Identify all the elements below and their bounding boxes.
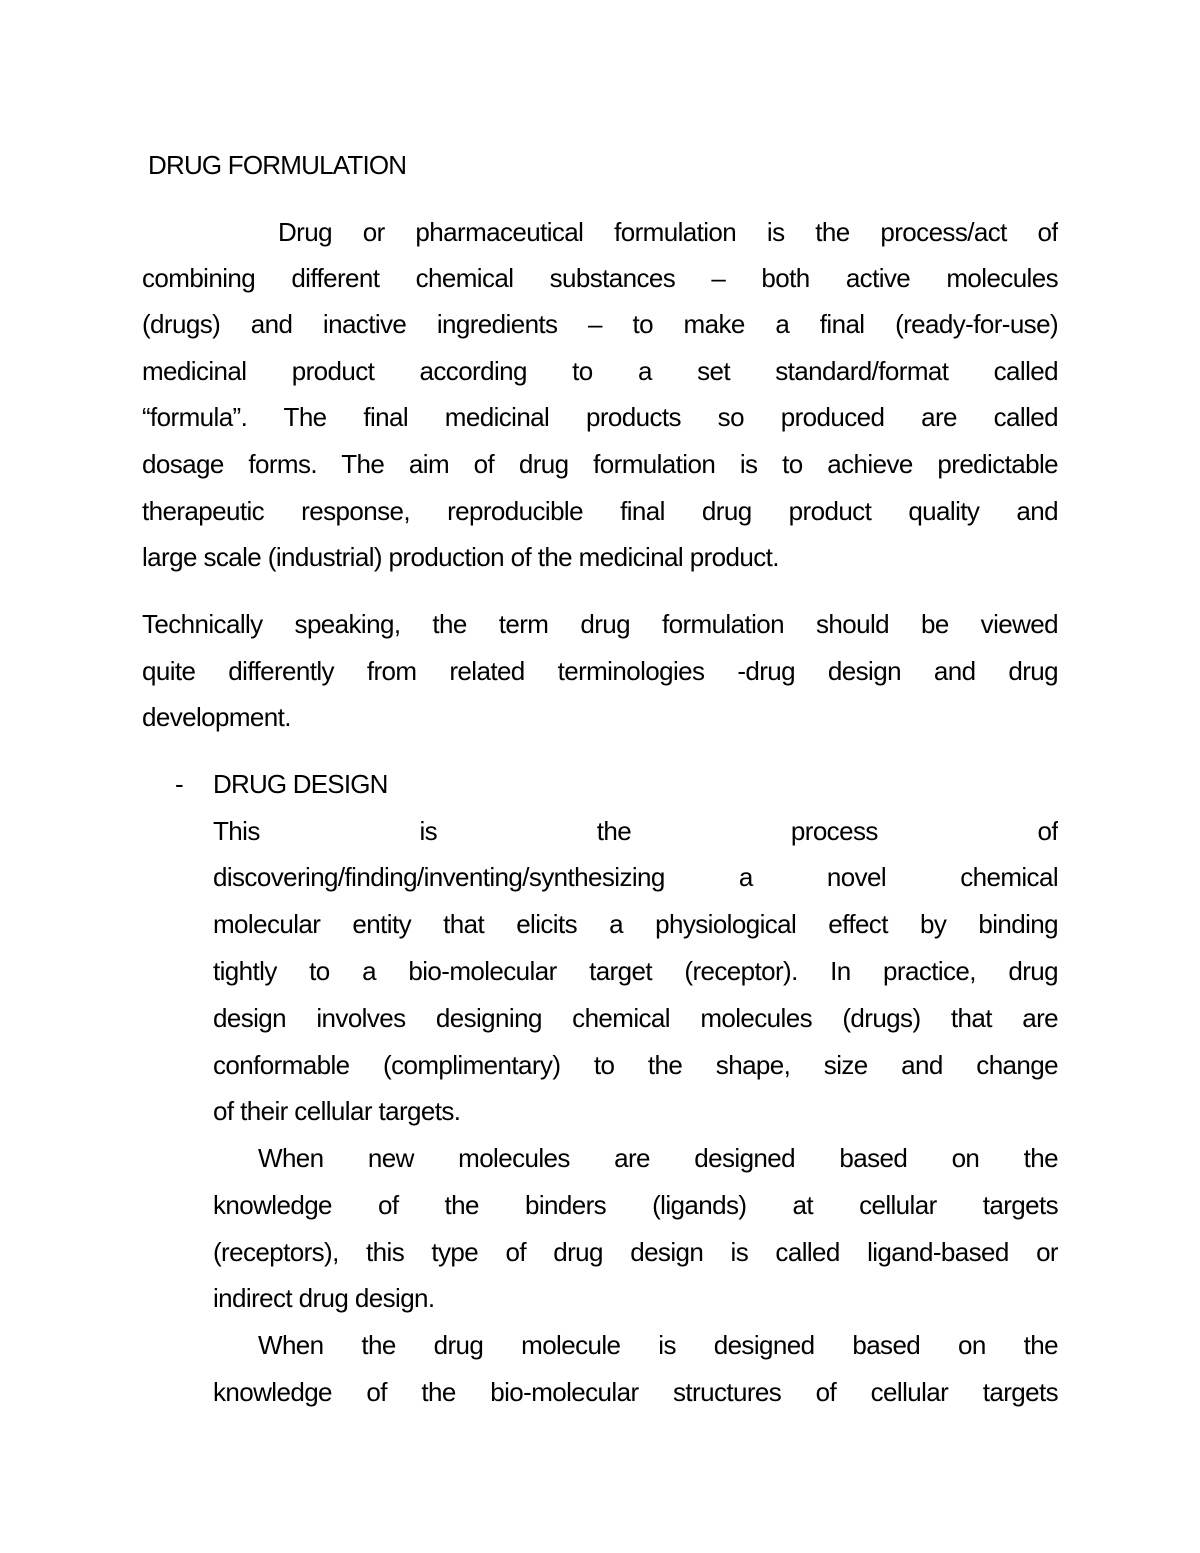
paragraph-line: design involves designing chemical molecules (drugs) that are bbox=[213, 1003, 1058, 1033]
paragraph-line: medicinal product according to a set standard/format called bbox=[142, 356, 1058, 386]
paragraph-line: large scale (industrial) production of the medicinal product. bbox=[142, 542, 779, 572]
paragraph-line: conformable (complimentary) to the shape, size and change bbox=[213, 1050, 1058, 1080]
paragraph-line: development. bbox=[142, 702, 291, 732]
section-heading: DRUG DESIGN bbox=[213, 769, 388, 799]
paragraph-line: discovering/finding/inventing/synthesizing a novel chemical bbox=[213, 862, 1058, 892]
paragraph-line: “formula”. The final medicinal products so produced are called bbox=[142, 402, 1058, 432]
paragraph-line: This is the process of bbox=[213, 816, 1058, 846]
paragraph-line: molecular entity that elicits a physiological effect by binding bbox=[213, 909, 1058, 939]
paragraph-line: knowledge of the binders (ligands) at cellular targets bbox=[213, 1190, 1058, 1220]
paragraph-line: therapeutic response, reproducible final drug product quality and bbox=[142, 496, 1058, 526]
paragraph-line: quite differently from related terminologies -drug design and drug bbox=[142, 656, 1058, 686]
paragraph-line: Drug or pharmaceutical formulation is the process/act of bbox=[278, 217, 1058, 247]
paragraph-line: dosage forms. The aim of drug formulation is to achieve predictable bbox=[142, 449, 1058, 479]
paragraph-line: When the drug molecule is designed based on the bbox=[258, 1330, 1058, 1360]
paragraph-line: When new molecules are designed based on the bbox=[258, 1143, 1058, 1173]
paragraph-line: combining different chemical substances – both active molecules bbox=[142, 263, 1058, 293]
document-title: DRUG FORMULATION bbox=[148, 150, 407, 180]
paragraph-line: indirect drug design. bbox=[213, 1283, 435, 1313]
paragraph-line: of their cellular targets. bbox=[213, 1096, 461, 1126]
paragraph-line: (drugs) and inactive ingredients – to make a final (ready-for-use) bbox=[142, 309, 1058, 339]
paragraph-line: tightly to a bio-molecular target (receptor). In practice, drug bbox=[213, 956, 1058, 986]
paragraph-line: Technically speaking, the term drug formulation should be viewed bbox=[142, 609, 1058, 639]
bullet-dash: - bbox=[175, 769, 184, 799]
paragraph-line: (receptors), this type of drug design is called ligand-based or bbox=[213, 1237, 1058, 1267]
paragraph-line: knowledge of the bio-molecular structures of cellular targets bbox=[213, 1377, 1058, 1407]
